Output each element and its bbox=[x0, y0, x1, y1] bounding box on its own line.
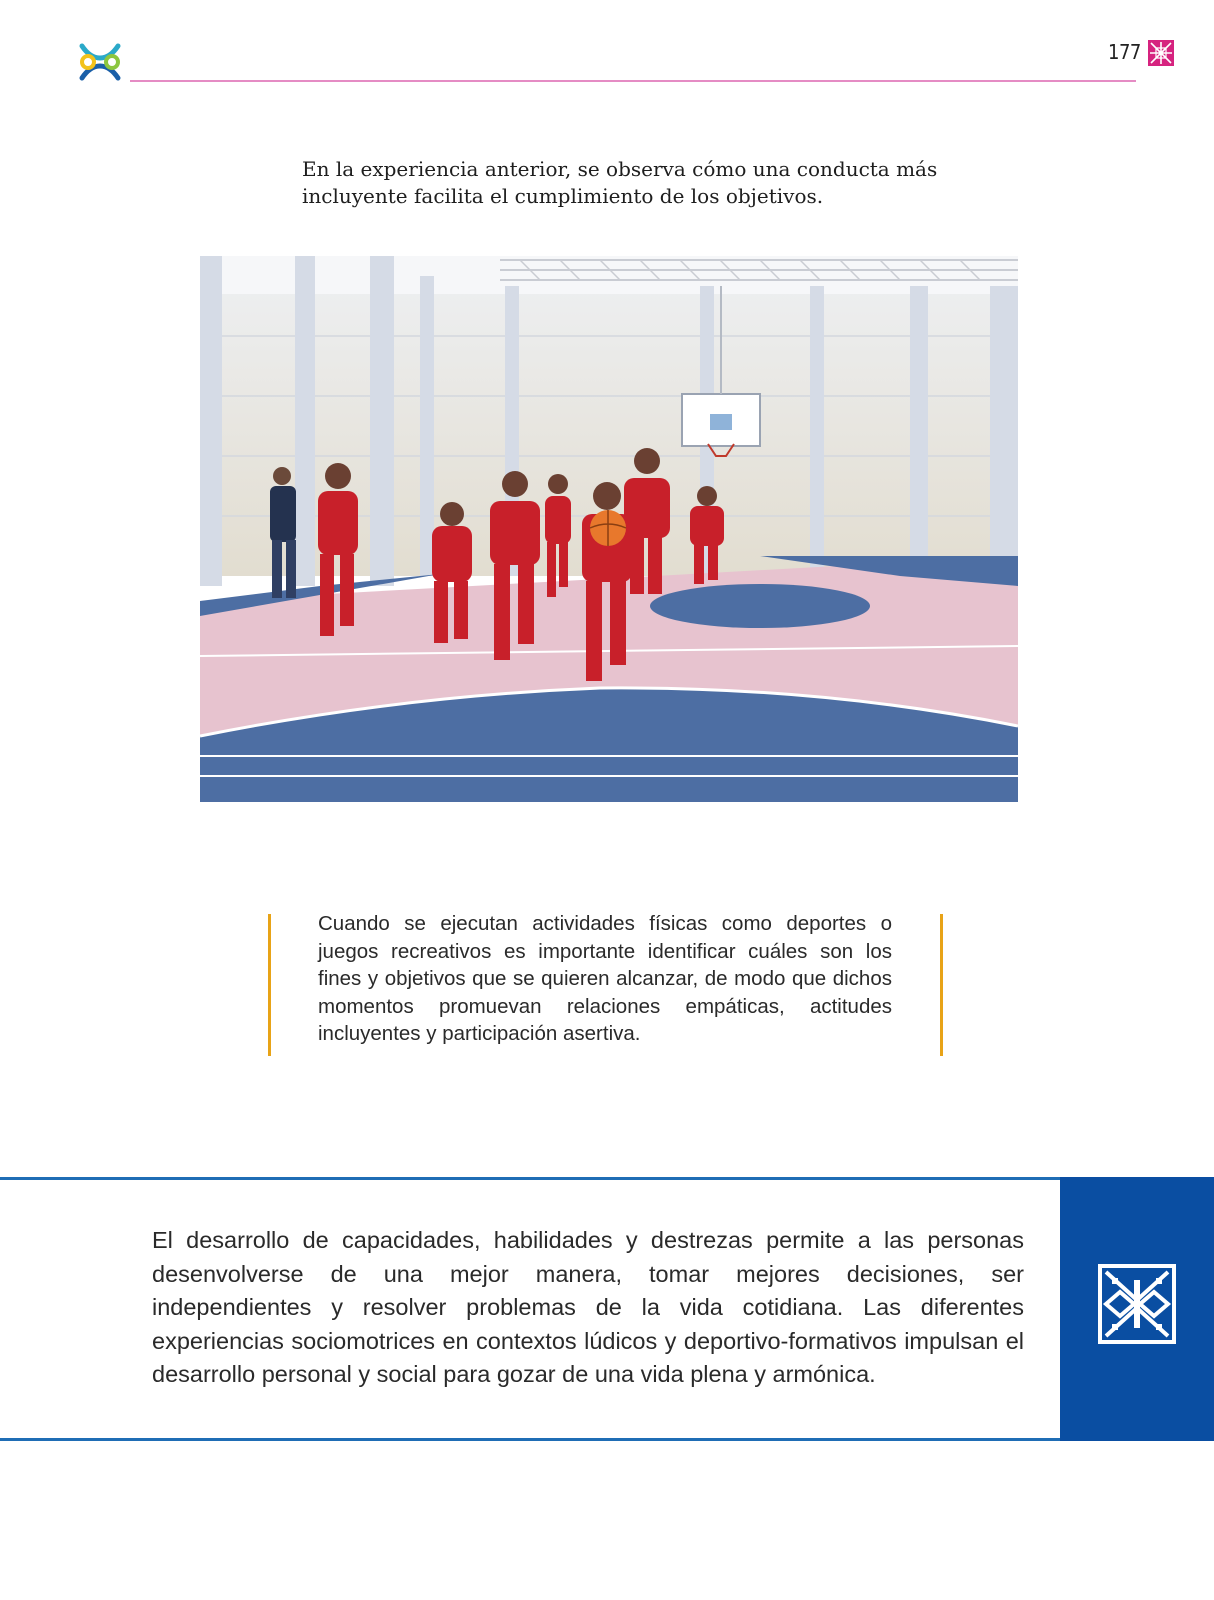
header-rule bbox=[130, 80, 1136, 82]
summary-box-top-rule bbox=[0, 1177, 1062, 1180]
page-number: 177 bbox=[1108, 40, 1141, 64]
summary-paragraph: El desarrollo de capacidades, habilidades y destrezas permite a las personas desenvolverse de una mejor manera, tomar mejores decisiones, ser independientes y resolver problemas de la vida cotidiana. Las diferentes experiencias sociomotrices en contextos lúdicos y deportivo-formativos impulsan el desarrollo personal y social para gozar de una vida plena y armónica. bbox=[152, 1227, 1024, 1387]
quote-paragraph: Cuando se ejecutan actividades físicas como deportes o juegos recreativos es importante identificar cuáles son los fines y objetivos que se quieren alcanzar, de modo que dichos momentos promuevan relaciones empáticas, actitudes incluyentes y participación asertiva. bbox=[318, 912, 892, 1045]
quote-bar-right bbox=[940, 914, 943, 1056]
basketball-court-photo bbox=[200, 256, 1018, 802]
program-logo-icon bbox=[76, 38, 124, 86]
summary-box-bottom-rule bbox=[0, 1438, 1062, 1441]
quote-bar-left bbox=[268, 914, 271, 1056]
textile-ornament-icon bbox=[1148, 40, 1174, 66]
intro-paragraph: En la experiencia anterior, se observa cómo una conducta más incluyente facilita el cumplimiento de los objetivos. bbox=[302, 157, 938, 208]
textile-pattern-icon bbox=[1098, 1264, 1176, 1344]
